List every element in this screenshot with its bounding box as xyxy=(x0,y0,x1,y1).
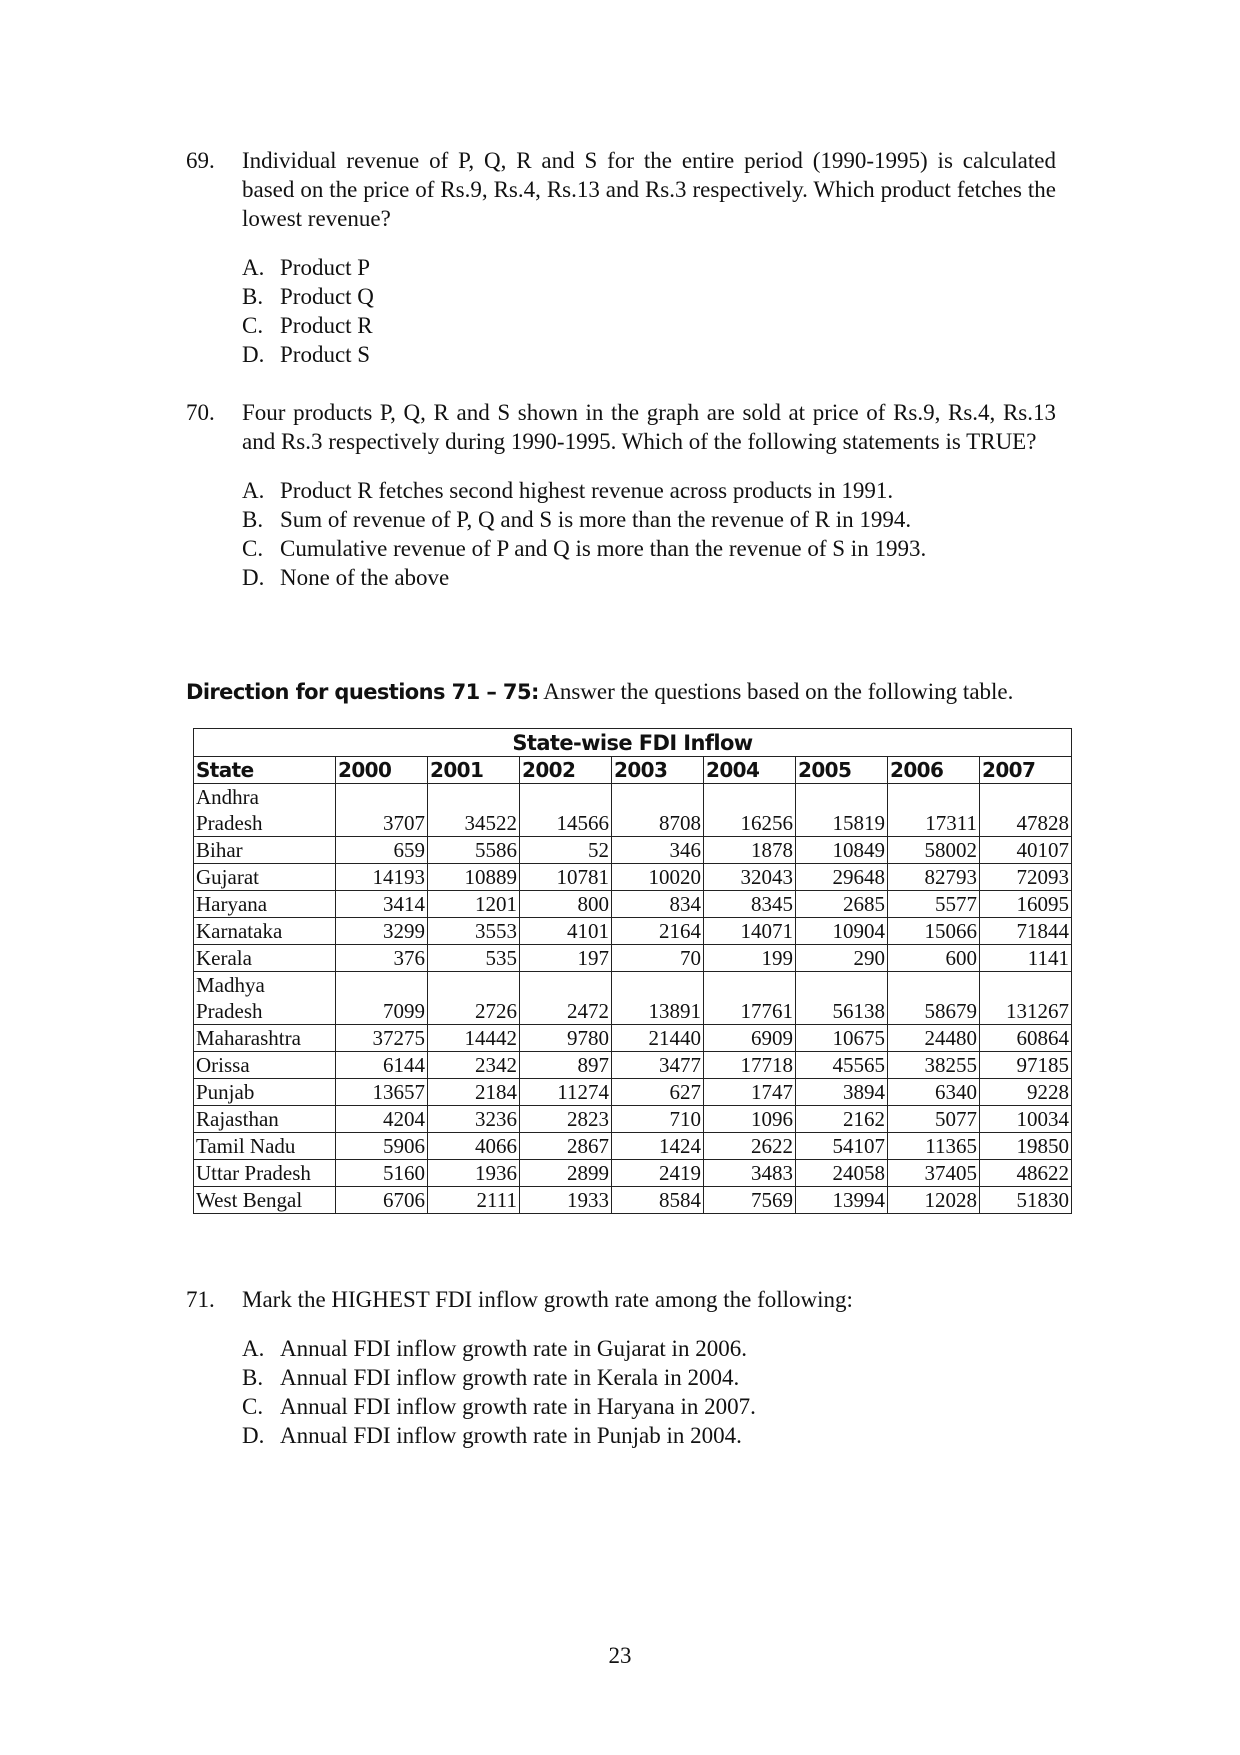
table-row xyxy=(194,1106,1072,1133)
option-letter: D. xyxy=(242,565,265,590)
value-cell: 72093 xyxy=(980,864,1072,891)
column-header: 2007 xyxy=(980,757,1072,784)
value-cell: 52 xyxy=(520,837,612,864)
option-item xyxy=(242,563,1056,592)
state-cell xyxy=(194,1160,336,1187)
value-cell: 13657 xyxy=(336,1079,428,1106)
value-cell: 2472 xyxy=(520,972,612,1025)
value-cell: 1936 xyxy=(428,1160,520,1187)
option-text: None of the above xyxy=(280,565,450,590)
value-cell: 10020 xyxy=(612,864,704,891)
option-text: Cumulative revenue of P and Q is more than the revenue of S in 1993. xyxy=(280,536,927,561)
value-cell: 2622 xyxy=(704,1133,796,1160)
value-cell: 2342 xyxy=(428,1052,520,1079)
direction-text: Answer the questions based on the following table. xyxy=(538,679,1014,704)
value-cell: 47828 xyxy=(980,784,1072,837)
option-item xyxy=(242,282,1056,311)
state-name-line: Haryana xyxy=(196,892,268,916)
state-cell xyxy=(194,784,336,837)
option-letter: D. xyxy=(242,1423,265,1448)
value-cell: 2726 xyxy=(428,972,520,1025)
value-cell: 29648 xyxy=(796,864,888,891)
value-cell: 15066 xyxy=(888,918,980,945)
value-cell: 3236 xyxy=(428,1106,520,1133)
value-cell: 3553 xyxy=(428,918,520,945)
value-cell: 97185 xyxy=(980,1052,1072,1079)
value-cell: 10675 xyxy=(796,1025,888,1052)
option-item xyxy=(242,311,1056,340)
value-cell: 16095 xyxy=(980,891,1072,918)
value-cell: 10849 xyxy=(796,837,888,864)
column-header: State xyxy=(194,757,336,784)
value-cell: 1096 xyxy=(704,1106,796,1133)
table-row xyxy=(194,945,1072,972)
column-header: 2004 xyxy=(704,757,796,784)
option-letter: C. xyxy=(242,313,264,338)
question-text: Individual revenue of P, Q, R and S for the entire period (1990-1995) is calculated based on the price of Rs.9, Rs.4, Rs.13 and Rs.3 respectively. Which product fetches the lowest revenue? xyxy=(242,148,1056,231)
value-cell: 800 xyxy=(520,891,612,918)
value-cell: 10781 xyxy=(520,864,612,891)
state-name-line: Andhra xyxy=(196,785,259,809)
value-cell: 48622 xyxy=(980,1160,1072,1187)
option-item xyxy=(242,340,1056,369)
value-cell: 37275 xyxy=(336,1025,428,1052)
value-cell: 40107 xyxy=(980,837,1072,864)
value-cell: 8584 xyxy=(612,1187,704,1214)
option-letter: D. xyxy=(242,342,265,367)
question-69 xyxy=(186,146,1056,392)
value-cell: 4101 xyxy=(520,918,612,945)
value-cell: 9228 xyxy=(980,1079,1072,1106)
value-cell: 5906 xyxy=(336,1133,428,1160)
value-cell: 6706 xyxy=(336,1187,428,1214)
value-cell: 13891 xyxy=(612,972,704,1025)
state-name-line: Karnataka xyxy=(196,919,283,943)
state-name-line: Pradesh xyxy=(196,999,263,1023)
value-cell: 14071 xyxy=(704,918,796,945)
table-row xyxy=(194,918,1072,945)
state-name-line: Punjab xyxy=(196,1080,255,1104)
value-cell: 2184 xyxy=(428,1079,520,1106)
value-cell: 14442 xyxy=(428,1025,520,1052)
value-cell: 346 xyxy=(612,837,704,864)
value-cell: 10034 xyxy=(980,1106,1072,1133)
option-item xyxy=(242,476,1056,505)
state-name-line: Uttar Pradesh xyxy=(196,1161,311,1185)
table-title-row xyxy=(194,729,1072,757)
state-cell xyxy=(194,1187,336,1214)
state-name-line: Kerala xyxy=(196,946,252,970)
column-header: 2005 xyxy=(796,757,888,784)
table-row xyxy=(194,1160,1072,1187)
state-name-line: Maharashtra xyxy=(196,1026,301,1050)
value-cell: 4204 xyxy=(336,1106,428,1133)
option-text: Product P xyxy=(280,255,371,280)
value-cell: 6340 xyxy=(888,1079,980,1106)
option-letter: A. xyxy=(242,1336,265,1361)
option-item xyxy=(242,1334,1056,1363)
question-number: 69. xyxy=(186,148,215,173)
value-cell: 54107 xyxy=(796,1133,888,1160)
table-row xyxy=(194,837,1072,864)
value-cell: 82793 xyxy=(888,864,980,891)
value-cell: 131267 xyxy=(980,972,1072,1025)
state-name-line: Pradesh xyxy=(196,811,263,835)
state-cell xyxy=(194,945,336,972)
value-cell: 197 xyxy=(520,945,612,972)
option-letter: B. xyxy=(242,284,264,309)
question-number: 71. xyxy=(186,1287,215,1312)
page-number: 23 xyxy=(608,1643,632,1668)
table-row xyxy=(194,1025,1072,1052)
value-cell: 535 xyxy=(428,945,520,972)
value-cell: 58679 xyxy=(888,972,980,1025)
value-cell: 14566 xyxy=(520,784,612,837)
column-header: 2001 xyxy=(428,757,520,784)
direction-line xyxy=(186,677,1086,707)
value-cell: 2162 xyxy=(796,1106,888,1133)
value-cell: 11274 xyxy=(520,1079,612,1106)
value-cell: 3414 xyxy=(336,891,428,918)
value-cell: 600 xyxy=(888,945,980,972)
value-cell: 38255 xyxy=(888,1052,980,1079)
value-cell: 19850 xyxy=(980,1133,1072,1160)
value-cell: 51830 xyxy=(980,1187,1072,1214)
value-cell: 834 xyxy=(612,891,704,918)
option-letter: B. xyxy=(242,507,264,532)
value-cell: 376 xyxy=(336,945,428,972)
option-letter: A. xyxy=(242,478,265,503)
state-cell xyxy=(194,864,336,891)
value-cell: 16256 xyxy=(704,784,796,837)
question-70 xyxy=(186,398,1056,615)
column-header: 2002 xyxy=(520,757,612,784)
value-cell: 7569 xyxy=(704,1187,796,1214)
value-cell: 9780 xyxy=(520,1025,612,1052)
value-cell: 7099 xyxy=(336,972,428,1025)
table-row xyxy=(194,1187,1072,1214)
value-cell: 11365 xyxy=(888,1133,980,1160)
value-cell: 627 xyxy=(612,1079,704,1106)
option-list xyxy=(242,253,1056,369)
value-cell: 1201 xyxy=(428,891,520,918)
value-cell: 2823 xyxy=(520,1106,612,1133)
state-cell xyxy=(194,1133,336,1160)
column-header: 2000 xyxy=(336,757,428,784)
value-cell: 24058 xyxy=(796,1160,888,1187)
value-cell: 12028 xyxy=(888,1187,980,1214)
state-cell xyxy=(194,891,336,918)
option-item xyxy=(242,1421,1056,1450)
value-cell: 897 xyxy=(520,1052,612,1079)
value-cell: 2899 xyxy=(520,1160,612,1187)
state-name-line: Gujarat xyxy=(196,865,259,889)
table-row xyxy=(194,1052,1072,1079)
value-cell: 24480 xyxy=(888,1025,980,1052)
question-text: Four products P, Q, R and S shown in the graph are sold at price of Rs.9, Rs.4, Rs.13 and Rs.3 respectively during 1990-1995. Which of the following statements is TRUE? xyxy=(242,400,1056,454)
value-cell: 6909 xyxy=(704,1025,796,1052)
value-cell: 659 xyxy=(336,837,428,864)
value-cell: 71844 xyxy=(980,918,1072,945)
option-item xyxy=(242,253,1056,282)
state-name-line: Bihar xyxy=(196,838,243,862)
value-cell: 3707 xyxy=(336,784,428,837)
value-cell: 32043 xyxy=(704,864,796,891)
state-cell xyxy=(194,1079,336,1106)
value-cell: 4066 xyxy=(428,1133,520,1160)
value-cell: 3299 xyxy=(336,918,428,945)
option-letter: B. xyxy=(242,1365,264,1390)
table-body xyxy=(194,784,1072,1214)
option-item xyxy=(242,505,1056,534)
question-71 xyxy=(186,1285,1056,1473)
state-name-line: Orissa xyxy=(196,1053,250,1077)
state-name-line: Madhya xyxy=(196,973,265,997)
column-header: 2003 xyxy=(612,757,704,784)
value-cell: 15819 xyxy=(796,784,888,837)
table-row xyxy=(194,784,1072,837)
value-cell: 17718 xyxy=(704,1052,796,1079)
state-cell xyxy=(194,918,336,945)
value-cell: 58002 xyxy=(888,837,980,864)
column-header: 2006 xyxy=(888,757,980,784)
option-list xyxy=(242,1334,1056,1450)
table-row xyxy=(194,972,1072,1025)
value-cell: 56138 xyxy=(796,972,888,1025)
value-cell: 21440 xyxy=(612,1025,704,1052)
option-text: Annual FDI inflow growth rate in Haryana in 2007. xyxy=(280,1394,756,1419)
value-cell: 1878 xyxy=(704,837,796,864)
value-cell: 2685 xyxy=(796,891,888,918)
value-cell: 17761 xyxy=(704,972,796,1025)
question-text: Mark the HIGHEST FDI inflow growth rate among the following: xyxy=(242,1287,853,1312)
state-cell xyxy=(194,837,336,864)
option-text: Annual FDI inflow growth rate in Kerala in 2004. xyxy=(280,1365,740,1390)
option-item xyxy=(242,1363,1056,1392)
value-cell: 2419 xyxy=(612,1160,704,1187)
value-cell: 10904 xyxy=(796,918,888,945)
option-text: Product R xyxy=(280,313,373,338)
value-cell: 5077 xyxy=(888,1106,980,1133)
value-cell: 2111 xyxy=(428,1187,520,1214)
value-cell: 290 xyxy=(796,945,888,972)
value-cell: 710 xyxy=(612,1106,704,1133)
option-letter: A. xyxy=(242,255,265,280)
value-cell: 1747 xyxy=(704,1079,796,1106)
state-cell xyxy=(194,1025,336,1052)
value-cell: 8708 xyxy=(612,784,704,837)
value-cell: 199 xyxy=(704,945,796,972)
question-number: 70. xyxy=(186,400,215,425)
option-text: Annual FDI inflow growth rate in Punjab in 2004. xyxy=(280,1423,742,1448)
state-cell xyxy=(194,972,336,1025)
option-item xyxy=(242,534,1056,563)
option-text: Product S xyxy=(280,342,371,367)
value-cell: 45565 xyxy=(796,1052,888,1079)
value-cell: 14193 xyxy=(336,864,428,891)
option-text: Sum of revenue of P, Q and S is more than the revenue of R in 1994. xyxy=(280,507,912,532)
value-cell: 17311 xyxy=(888,784,980,837)
value-cell: 2867 xyxy=(520,1133,612,1160)
value-cell: 13994 xyxy=(796,1187,888,1214)
state-name-line: Tamil Nadu xyxy=(196,1134,296,1158)
table-row xyxy=(194,1133,1072,1160)
value-cell: 3894 xyxy=(796,1079,888,1106)
table-row xyxy=(194,891,1072,918)
fdi-table xyxy=(193,728,1072,1214)
value-cell: 5160 xyxy=(336,1160,428,1187)
value-cell: 1141 xyxy=(980,945,1072,972)
value-cell: 70 xyxy=(612,945,704,972)
value-cell: 37405 xyxy=(888,1160,980,1187)
option-list xyxy=(242,476,1056,592)
value-cell: 5586 xyxy=(428,837,520,864)
option-letter: C. xyxy=(242,1394,264,1419)
value-cell: 10889 xyxy=(428,864,520,891)
option-text: Annual FDI inflow growth rate in Gujarat in 2006. xyxy=(280,1336,747,1361)
option-text: Product R fetches second highest revenue across products in 1991. xyxy=(280,478,894,503)
state-name-line: Rajasthan xyxy=(196,1107,279,1131)
option-letter: C. xyxy=(242,536,264,561)
value-cell: 60864 xyxy=(980,1025,1072,1052)
direction-heading: Direction for questions 71 – 75: xyxy=(186,680,539,704)
value-cell: 6144 xyxy=(336,1052,428,1079)
table-row xyxy=(194,864,1072,891)
value-cell: 3483 xyxy=(704,1160,796,1187)
value-cell: 1424 xyxy=(612,1133,704,1160)
value-cell: 2164 xyxy=(612,918,704,945)
option-text: Product Q xyxy=(280,284,374,309)
state-name-line: West Bengal xyxy=(196,1188,303,1212)
value-cell: 5577 xyxy=(888,891,980,918)
option-item xyxy=(242,1392,1056,1421)
state-cell xyxy=(194,1106,336,1133)
table-row xyxy=(194,1079,1072,1106)
value-cell: 1933 xyxy=(520,1187,612,1214)
table-title: State-wise FDI Inflow xyxy=(194,729,1072,757)
value-cell: 34522 xyxy=(428,784,520,837)
table-header-row xyxy=(194,757,1072,784)
value-cell: 8345 xyxy=(704,891,796,918)
value-cell: 3477 xyxy=(612,1052,704,1079)
state-cell xyxy=(194,1052,336,1079)
